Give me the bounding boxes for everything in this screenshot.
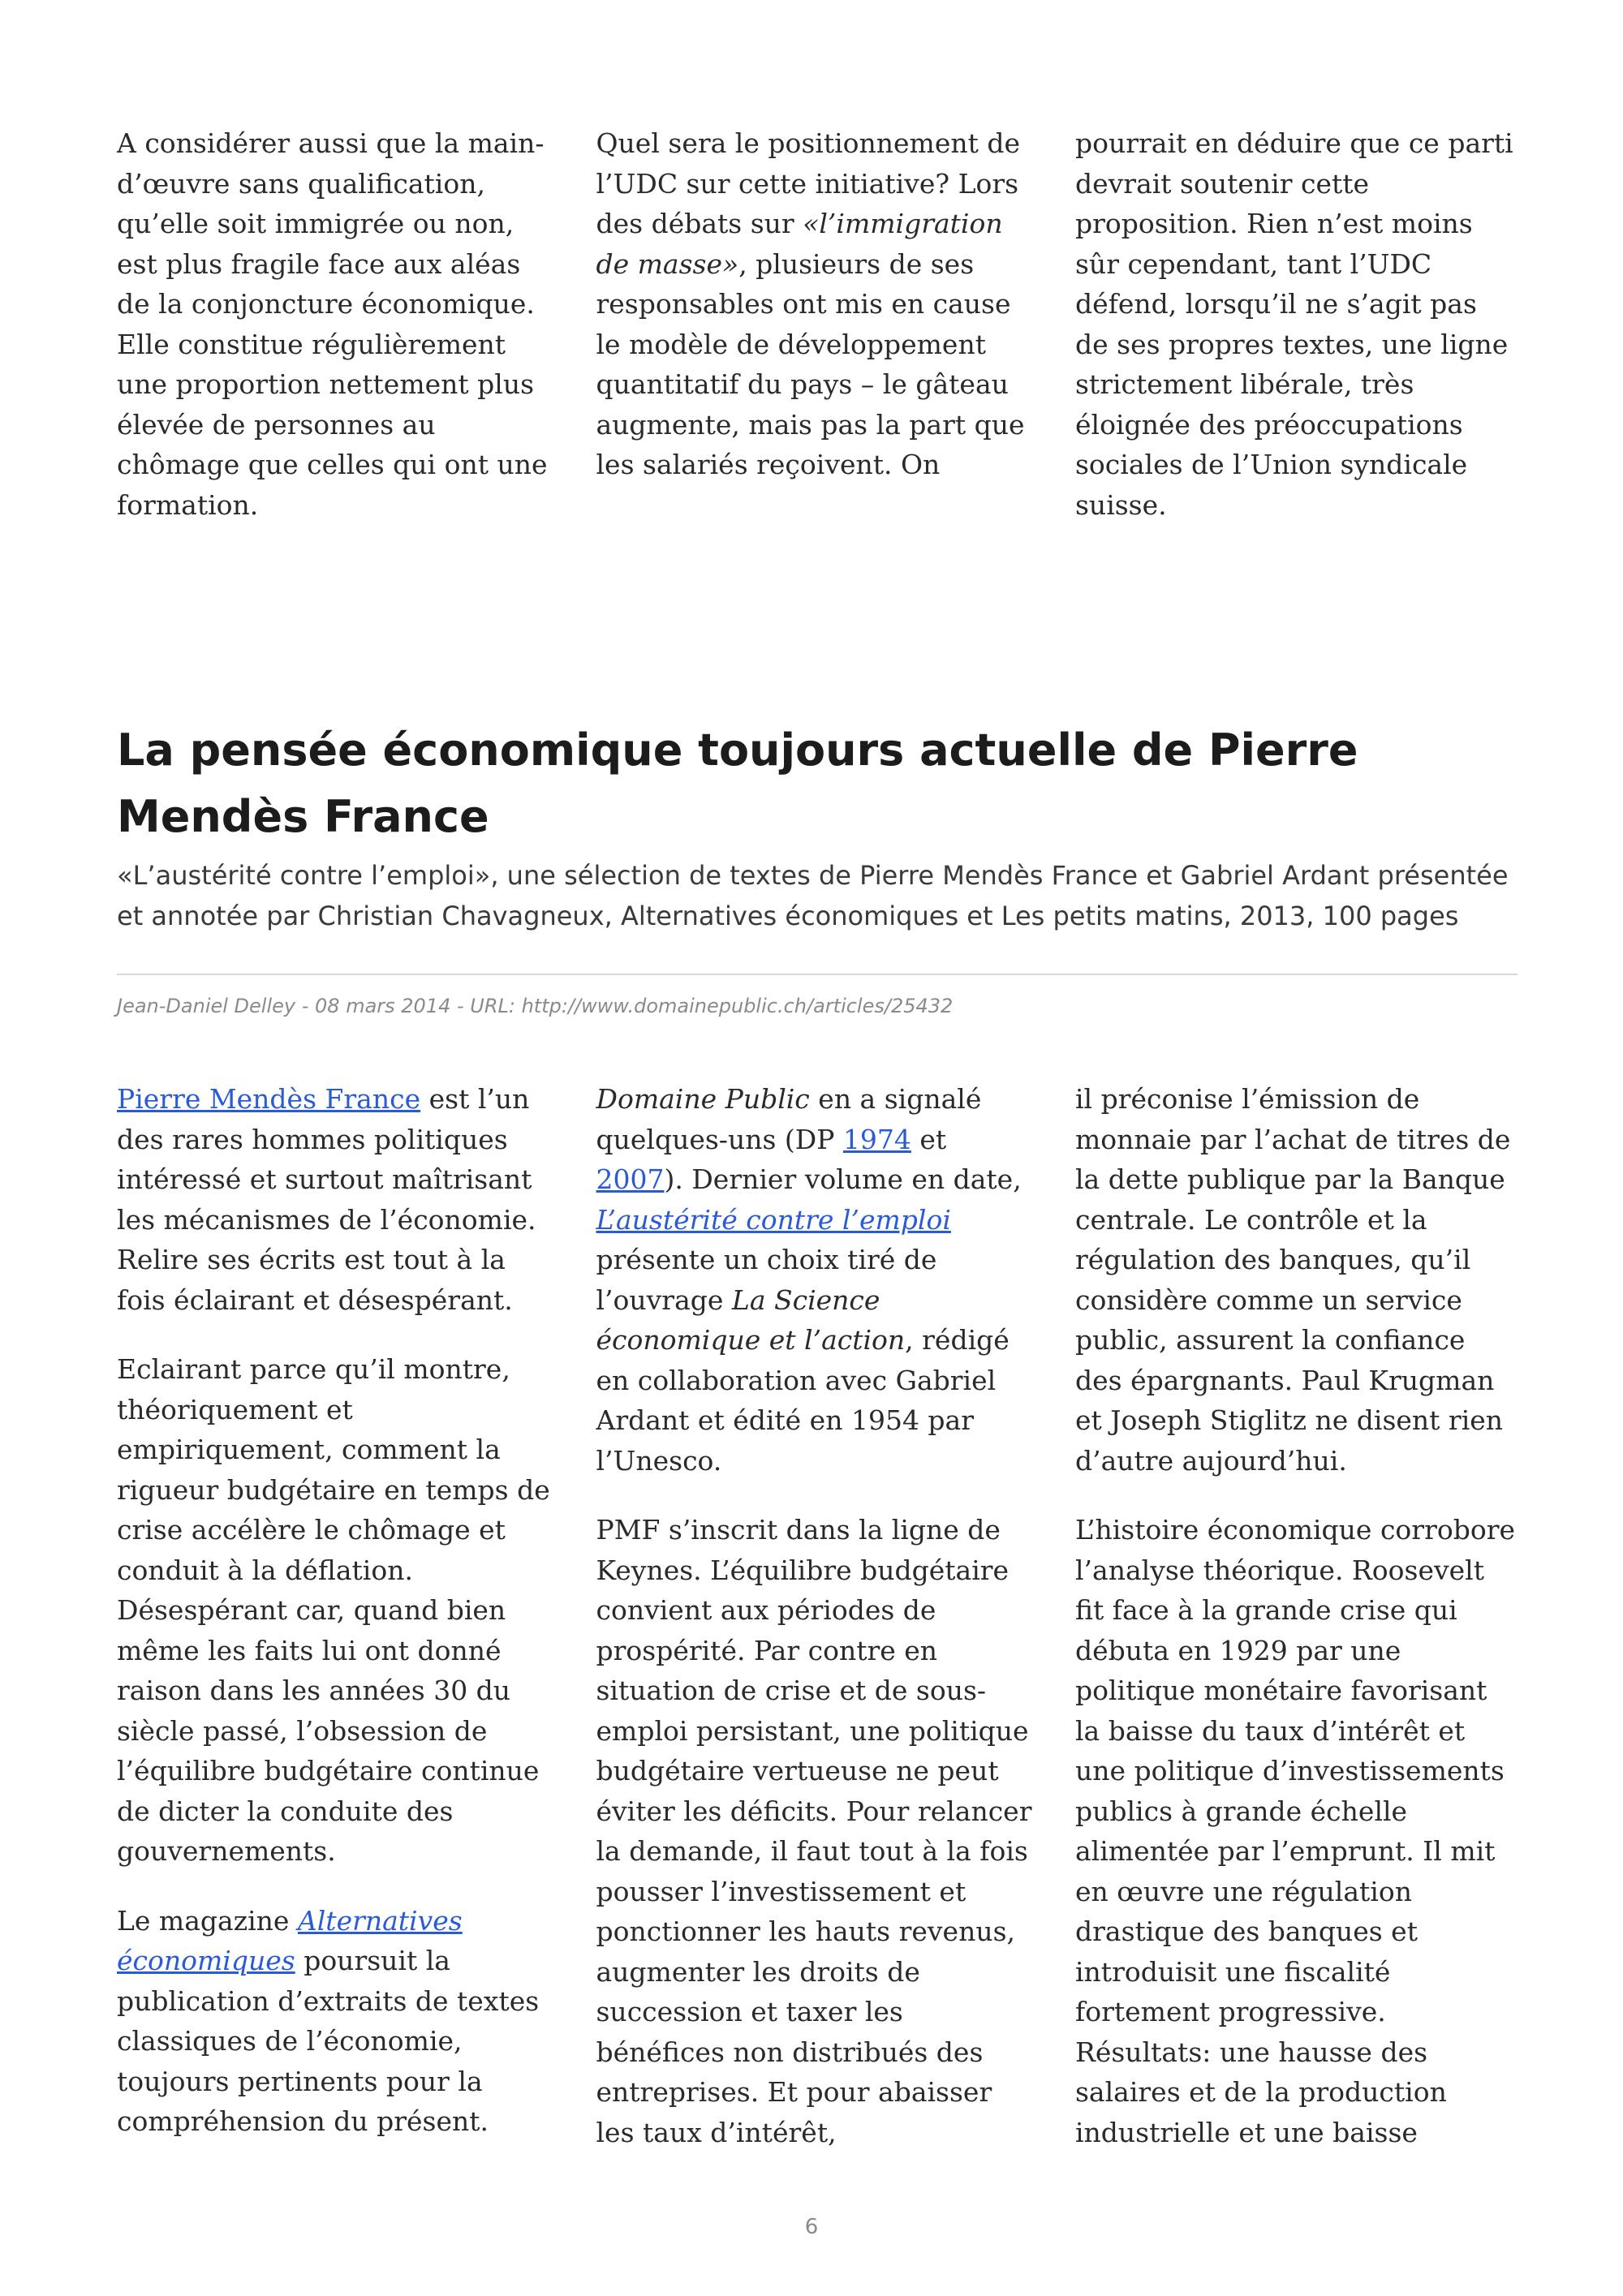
- book-title: La Science économique et l’action: [596, 1283, 906, 1356]
- column-2: [596, 1079, 1039, 2152]
- column-3: [1075, 1079, 1518, 2152]
- article-title: La pensée économique toujours actuelle de Pierre Mendès France: [117, 724, 1358, 842]
- column-1: [117, 123, 559, 525]
- article-meta: Jean-Daniel Delley - 08 mars 2014 - URL: http://www.domainepublic.ch/articles/25432: [117, 995, 954, 1017]
- text: Quel sera le positionnement de l’UDC sur cette initiative? Lors des débats sur: [596, 127, 1021, 239]
- text: est l’un des rares hommes politiques intéressé et surtout maîtrisant les mécanismes de l’économie. Relire ses écrits est tout à la fois éclairant et désespérant.: [117, 1083, 536, 1316]
- text: et: [911, 1123, 947, 1155]
- paragraph: L’histoire économique corrobore l’analyse théorique. Roosevelt fit face à la grande crise qui débuta en 1929 par une politique monétaire favorisant la baisse du taux d’intérêt et une politique d’investissements publics à grande échelle alimentée par l’emprunt. Il mit en œuvre une régulation drastique des banques et introduisit une fiscalité fortement progressive. Résultats: une hausse des salaires et de la production industrielle et une baisse: [1075, 1514, 1516, 2148]
- text: Le magazine: [117, 1904, 298, 1937]
- paragraph: il préconise l’émission de monnaie par l’achat de titres de la dette publique par la Banque centrale. Le contrôle et la régulation des banques, qu’il considère comme un service public, assurent la confiance des épargnants. Paul Krugman et Joseph Stiglitz ne disent rien d’autre aujourd’hui.: [1075, 1083, 1511, 1477]
- link-austerite-contre-emploi[interactable]: [596, 1204, 951, 1236]
- text: , plusieurs de ses responsables ont mis en cause le modèle de développement quantitatif du pays – le gâteau augmente, mais pas la part que les salariés reçoivent. On: [596, 247, 1025, 480]
- paragraph: [117, 1901, 559, 2142]
- link-pierre-mendes-france[interactable]: Pierre Mendès France: [117, 1083, 421, 1115]
- previous-article-columns: [117, 123, 1518, 525]
- paragraph: Eclairant parce qu’il montre, théoriquement et empiriquement, comment la rigueur budgétaire en temps de crise accélère le chômage et conduit à la déflation. Désespérant car, quand bien même les faits lui ont donné raison dans les années 30 du siècle passé, l’obsession de l’équilibre budgétaire continue de dicter la conduite des gouvernements.: [117, 1353, 550, 1867]
- paragraph: [117, 1079, 559, 1320]
- quote-text: «l’immigration de masse»: [596, 208, 1003, 280]
- text: poursuit la publication d’extraits de textes classiques de l’économie, toujours pertinents pour la compréhension du présent.: [117, 1945, 540, 2137]
- column-1: [117, 1079, 559, 2152]
- article-subtitle: «L’austérité contre l’emploi», une sélection de textes de Pierre Mendès France et Gabriel Ardant présentée et annotée par Christian Chavagneux, Alternatives économiques et Les petits matins, 2013, 100 pages: [117, 860, 1509, 931]
- paragraph: PMF s’inscrit dans la ligne de Keynes. L’équilibre budgétaire convient aux périodes de prospérité. Par contre en situation de crise et de sous-emploi persistant, une politique budgétaire vertueuse ne peut éviter les déficits. Pour relancer la demande, il faut tout à la fois pousser l’investissement et ponctionner les hauts revenus, augmenter les droits de succession et taxer les bénéfices non distribués des entreprises. Et pour abaisser les taux d’intérêt,: [596, 1514, 1032, 2148]
- divider: [117, 974, 1518, 975]
- paragraph: [596, 123, 1039, 485]
- link-dp-2007[interactable]: 2007: [596, 1163, 665, 1195]
- link-dp-1974[interactable]: 1974: [842, 1123, 911, 1155]
- page-number: 6: [804, 2215, 819, 2239]
- publication-name: Domaine Public: [596, 1083, 810, 1115]
- link-text[interactable]: L’austérité contre l’emploi: [596, 1203, 951, 1236]
- paragraph: [596, 1079, 1039, 1481]
- text: , rédigé en collaboration avec Gabriel Ardant et édité en 1954 par l’Unesco.: [596, 1324, 1010, 1477]
- column-3: [1075, 123, 1518, 525]
- link-text[interactable]: Alternatives économiques: [117, 1904, 463, 1976]
- paragraph: A considérer aussi que la main-d’œuvre sans qualification, qu’elle soit immigrée ou non, est plus fragile face aux aléas de la conjoncture économique. Elle constitue régulièrement une proportion nettement plus élevée de personnes au chômage que celles qui ont une formation.: [117, 127, 548, 521]
- text: ). Dernier volume en date,: [664, 1163, 1022, 1195]
- article-body-columns: [117, 1079, 1518, 2152]
- column-2: [596, 123, 1039, 525]
- text: présente un choix tiré de l’ouvrage: [596, 1244, 937, 1316]
- text: en a signalé quelques-uns (DP: [596, 1083, 982, 1155]
- paragraph: pourrait en déduire que ce parti devrait soutenir cette proposition. Rien n’est moins sûr cependant, tant l’UDC défend, lorsqu’il ne s’agit pas de ses propres textes, une ligne strictement libérale, très éloignée des préoccupations sociales de l’Union syndicale suisse.: [1075, 127, 1513, 521]
